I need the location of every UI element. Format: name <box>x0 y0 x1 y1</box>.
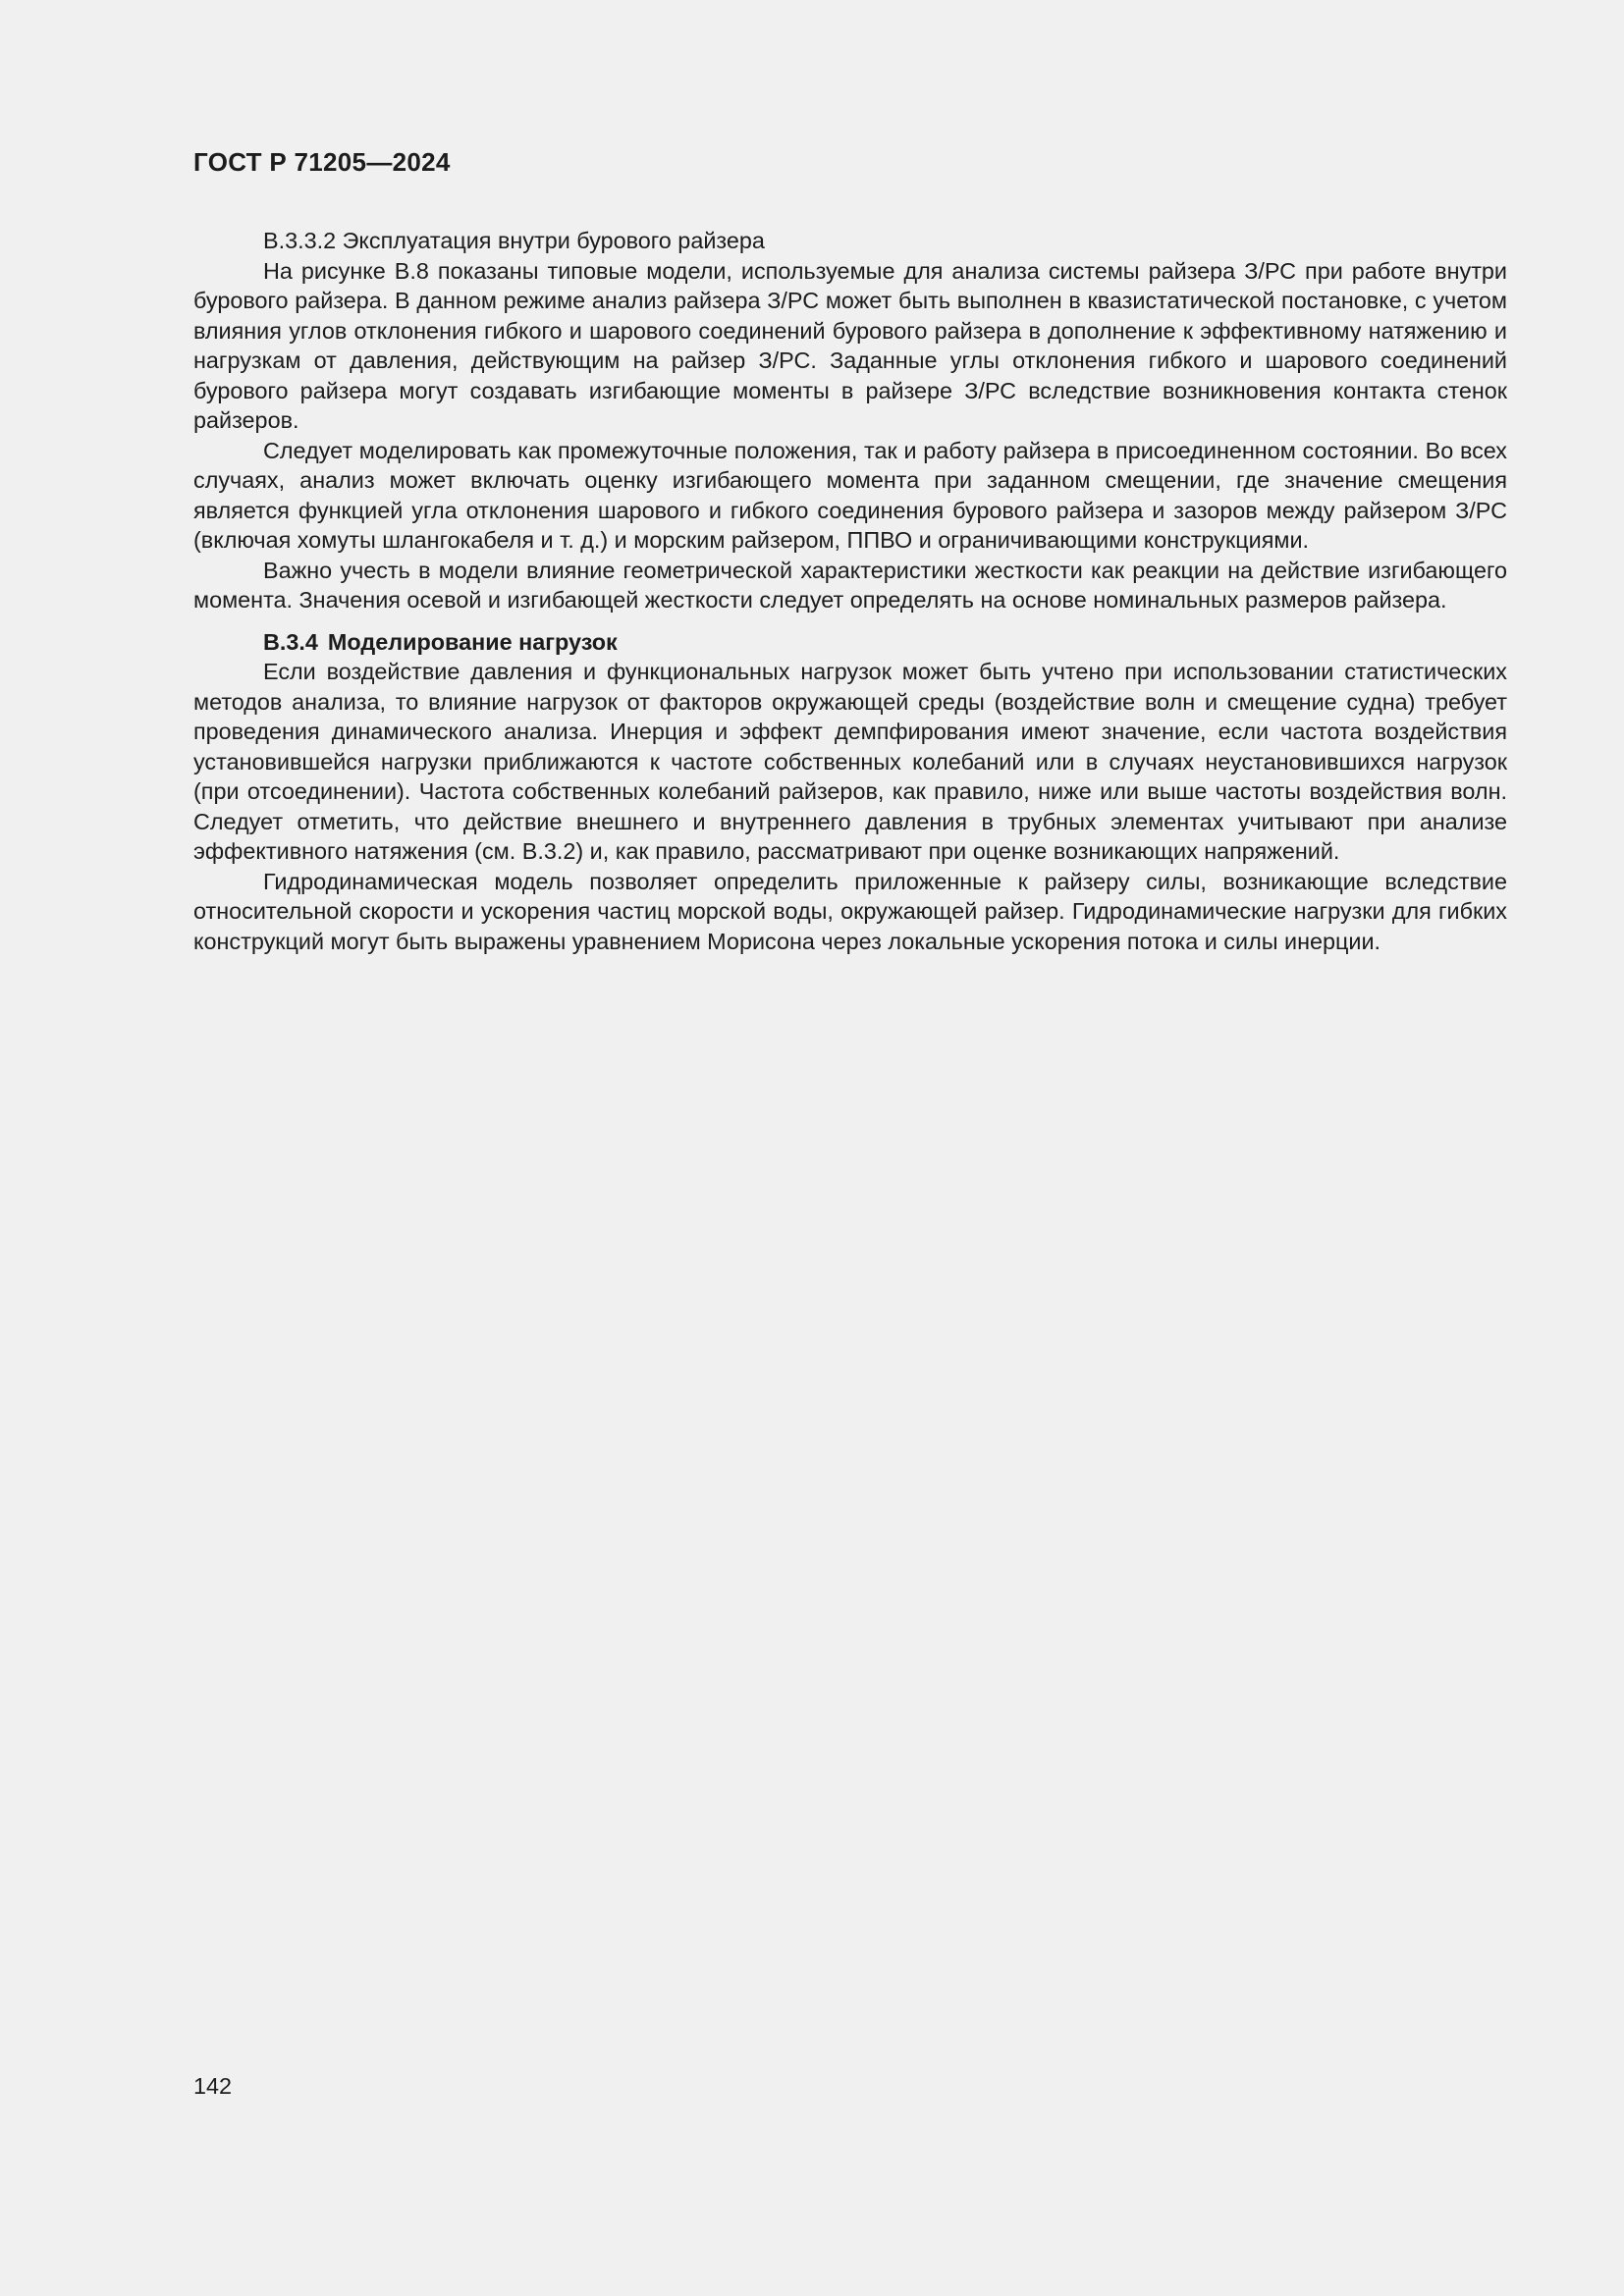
paragraph: Если воздействие давления и функциональных нагрузок может быть учтено при использовании статистических методов анализа, то влияние нагрузок от факторов окружающей среды (воздействие волн и смещение судна) требует проведения динамического анализа. Инерция и эффект демпфирования имеют значение, если частота воздействия установившейся нагрузки приближаются к частоте собственных колебаний или в случаях неустановившихся нагрузок (при отсоединении). Частота собственных колебаний райзеров, как правило, ниже или выше частоты воздействия волн. Следует отметить, что действие внешнего и внутреннего давления в трубных элементах учитывают при анализе эффективного натяжения (см. В.3.2) и, как правило, рассматривают при оценке возникающих напряжений. <box>193 659 1507 864</box>
document-body <box>193 226 1507 956</box>
paragraph: На рисунке В.8 показаны типовые модели, используемые для анализа системы райзера З/РС при работе внутри бурового райзера. В данном режиме анализ райзера З/РС может быть выполнен в квазистатической постановке, с учетом влияния углов отклонения гибкого и шарового соединений бурового райзера в дополнение к эффективному натяжению и нагрузкам от давления, действующим на райзер З/РС. Заданные углы отклонения гибкого и шарового соединений бурового райзера могут создавать изгибающие моменты в райзере З/РС вследствие возникновения контакта стенок райзеров. <box>193 257 1507 433</box>
paragraph: Гидродинамическая модель позволяет определить приложенные к райзеру силы, возникающие вследствие относительной скорости и ускорения частиц морской воды, окружающей райзер. Гидродинамические нагрузки для гибких конструкций могут быть выражены уравнением Морисона через локальные ускорения потока и силы инерции. <box>193 868 1507 954</box>
subsection-heading-b332: В.3.3.2 Эксплуатация внутри бурового райзера <box>263 228 765 253</box>
paragraph: Следует моделировать как промежуточные положения, так и работу райзера в присоединенном состоянии. Во всех случаях, анализ может включать оценку изгибающего момента при заданном смещении, где значение смещения является функцией угла отклонения шарового и гибкого соединения бурового райзера и зазоров между райзером З/РС (включая хомуты шлангокабеля и т. д.) и морским райзером, ППВО и ограничивающими конструкциями. <box>193 437 1507 553</box>
section-title: Моделирование нагрузок <box>327 628 618 655</box>
section-number: В.3.4 <box>263 628 318 655</box>
paragraph: Важно учесть в модели влияние геометрической характеристики жесткости как реакции на действие изгибающего момента. Значения осевой и изгибающей жесткости следует определять на основе номинальных размеров райзера. <box>193 557 1507 613</box>
page-number: 142 <box>193 2073 233 2099</box>
document-id: ГОСТ Р 71205—2024 <box>193 147 451 177</box>
section-heading-b34 <box>193 627 1507 658</box>
